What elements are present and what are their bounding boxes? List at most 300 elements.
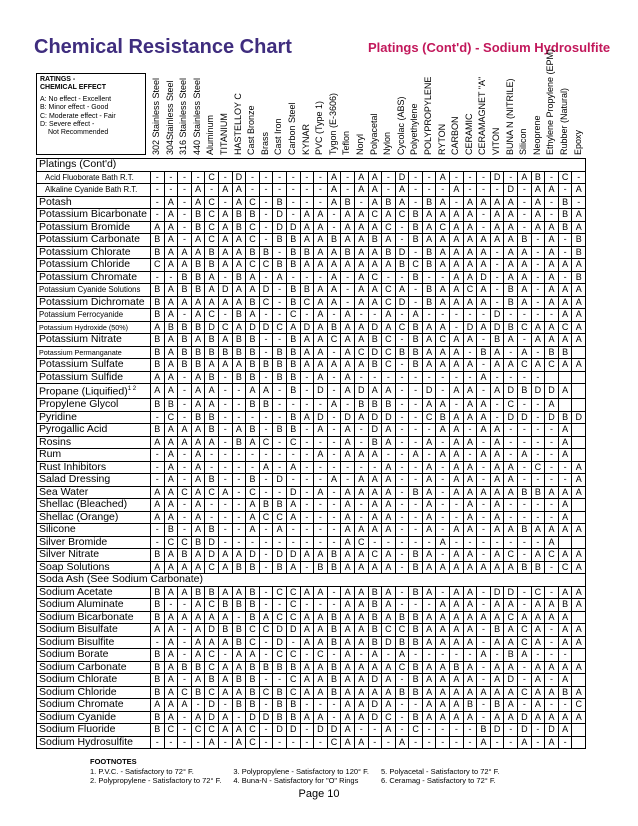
rating-cell: - [422, 724, 436, 737]
rating-cell: A [191, 561, 205, 574]
rating-cell: A [354, 334, 368, 347]
rating-cell: B [368, 586, 382, 599]
rating-cell: A [164, 196, 178, 209]
rating-cell: A [463, 384, 477, 399]
rating-cell: A [300, 636, 314, 649]
rating-cell: - [368, 736, 382, 749]
table-row [37, 486, 586, 499]
rating-cell: A [504, 461, 518, 474]
column-header [259, 60, 271, 157]
rating-cell: B [232, 636, 246, 649]
rating-cell: - [178, 209, 192, 222]
rating-cell: - [286, 209, 300, 222]
rating-cell: A [558, 711, 572, 724]
rating-cell: - [518, 474, 532, 487]
rating-cell: D [504, 586, 518, 599]
rating-cell: - [395, 399, 409, 412]
rating-cell: A [164, 259, 178, 272]
rating-cell: - [205, 461, 219, 474]
row-label: Sodium Hydrosulfite [37, 736, 151, 749]
rating-cell: - [477, 436, 491, 449]
rating-cell: D [382, 636, 396, 649]
rating-cell: - [327, 536, 341, 549]
rating-cell: A [395, 196, 409, 209]
rating-cell: A [545, 711, 559, 724]
table-row [37, 736, 586, 749]
rating-cell: C [531, 586, 545, 599]
rating-cell: A [477, 246, 491, 259]
rating-cell: B [246, 674, 260, 687]
rating-cell: B [151, 309, 165, 322]
rating-cell: A [422, 524, 436, 537]
rating-cell: B [191, 411, 205, 424]
rating-cell: A [490, 461, 504, 474]
rating-cell: - [531, 649, 545, 662]
rating-cell: B [286, 296, 300, 309]
rating-cell: C [205, 686, 219, 699]
rating-cell: A [314, 624, 328, 637]
rating-cell: A [477, 371, 491, 384]
rating-cell: D [477, 271, 491, 284]
rating-cell: B [327, 686, 341, 699]
legend-title: RATINGS - [40, 76, 76, 83]
rating-cell: B [382, 399, 396, 412]
rating-cell: B [205, 424, 219, 437]
rating-cell: B [504, 649, 518, 662]
column-header [490, 60, 502, 157]
rating-cell: A [572, 221, 586, 234]
rating-cell: B [368, 436, 382, 449]
rating-cell: A [422, 561, 436, 574]
rating-cell: B [246, 246, 260, 259]
rating-cell: - [151, 209, 165, 222]
row-label: Sodium Bisulfate [37, 624, 151, 637]
rating-cell: A [314, 209, 328, 222]
rating-cell: A [218, 209, 232, 222]
rating-cell: C [273, 586, 287, 599]
rating-cell: C [259, 624, 273, 637]
rating-cell: - [409, 284, 423, 297]
rating-cell: - [531, 296, 545, 309]
rating-cell: - [422, 424, 436, 437]
rating-cell: - [463, 449, 477, 462]
rating-cell: - [409, 171, 423, 184]
rating-cell: A [300, 221, 314, 234]
rating-cell [572, 371, 586, 384]
rating-cell: C [436, 334, 450, 347]
rating-cell: B [191, 321, 205, 334]
rating-cell: A [531, 686, 545, 699]
rating-cell: - [205, 499, 219, 512]
rating-cell: A [531, 661, 545, 674]
rating-cell: A [531, 196, 545, 209]
rating-cell: D [368, 346, 382, 359]
rating-cell: B [327, 624, 341, 637]
rating-cell: - [504, 346, 518, 359]
rating-cell: A [164, 661, 178, 674]
rating-cell: B [191, 661, 205, 674]
rating-cell: A [218, 686, 232, 699]
column-header [354, 60, 366, 157]
rating-cell: B [151, 334, 165, 347]
rating-cell: - [273, 599, 287, 612]
rating-cell: B [368, 359, 382, 372]
rating-cell: B [409, 686, 423, 699]
rating-cell: C [151, 259, 165, 272]
rating-cell: A [572, 561, 586, 574]
rating-cell: B [395, 636, 409, 649]
rating-cell: B [422, 284, 436, 297]
rating-cell: - [218, 399, 232, 412]
rating-cell: B [178, 549, 192, 562]
rating-cell: - [259, 184, 273, 197]
rating-cell: - [395, 411, 409, 424]
rating-cell: A [518, 296, 532, 309]
rating-cell: - [409, 511, 423, 524]
rating-cell: - [259, 724, 273, 737]
rating-cell: - [218, 171, 232, 184]
rating-cell: D [490, 586, 504, 599]
rating-cell: A [341, 561, 355, 574]
rating-cell: A [368, 486, 382, 499]
table-row [37, 699, 586, 712]
rating-cell: C [300, 296, 314, 309]
column-header [177, 60, 189, 157]
rating-cell: A [341, 736, 355, 749]
rating-cell: - [232, 711, 246, 724]
table-row [37, 399, 586, 412]
rating-cell: - [436, 511, 450, 524]
column-header-label: Brass [259, 131, 270, 155]
rating-cell: - [463, 649, 477, 662]
rating-cell: A [232, 359, 246, 372]
rating-cell: A [368, 284, 382, 297]
rating-cell: A [395, 736, 409, 749]
rating-cell: C [259, 436, 273, 449]
rating-cell: B [151, 234, 165, 247]
rating-cell: A [558, 296, 572, 309]
rating-cell: A [191, 399, 205, 412]
rating-cell: A [151, 499, 165, 512]
rating-cell: - [490, 399, 504, 412]
rating-cell: B [151, 424, 165, 437]
rating-cell: A [490, 561, 504, 574]
rating-cell: A [191, 599, 205, 612]
rating-cell: - [151, 184, 165, 197]
rating-cell: A [314, 449, 328, 462]
rating-cell: - [286, 171, 300, 184]
rating-cell: - [300, 309, 314, 322]
rating-cell: - [341, 284, 355, 297]
rating-cell: D [314, 724, 328, 737]
rating-cell: - [409, 461, 423, 474]
rating-cell: A [341, 624, 355, 637]
rating-cell: B [422, 196, 436, 209]
rating-cell: A [477, 449, 491, 462]
rating-cell: B [232, 209, 246, 222]
rating-cell: - [286, 449, 300, 462]
rating-cell: - [273, 334, 287, 347]
rating-cell: - [531, 536, 545, 549]
rating-cell: A [382, 424, 396, 437]
rating-cell: A [477, 649, 491, 662]
rating-cell: A [191, 649, 205, 662]
column-header [381, 60, 393, 157]
rating-cell: - [218, 424, 232, 437]
rating-cell: - [218, 384, 232, 399]
rating-cell: B [232, 699, 246, 712]
rating-cell: B [191, 346, 205, 359]
rating-cell: A [572, 474, 586, 487]
rating-cell: C [205, 196, 219, 209]
rating-cell: A [436, 686, 450, 699]
rating-cell: - [178, 449, 192, 462]
rating-cell: A [450, 284, 464, 297]
table-row [37, 246, 586, 259]
rating-cell: - [518, 499, 532, 512]
rating-cell: C [246, 221, 260, 234]
rating-cell: A [531, 549, 545, 562]
rating-cell: C [382, 334, 396, 347]
row-label: Sodium Bicarbonate [37, 611, 151, 624]
rating-cell: A [463, 624, 477, 637]
rating-cell: A [341, 384, 355, 399]
rating-cell: - [273, 184, 287, 197]
rating-cell: A [178, 424, 192, 437]
rating-cell: A [164, 699, 178, 712]
rating-cell: B [273, 359, 287, 372]
rating-cell: A [545, 284, 559, 297]
rating-cell: A [436, 399, 450, 412]
rating-cell: B [246, 296, 260, 309]
rating-cell: - [273, 436, 287, 449]
rating-cell: A [477, 686, 491, 699]
rating-cell: - [395, 384, 409, 399]
rating-cell: - [450, 321, 464, 334]
row-label: Sodium Aluminate [37, 599, 151, 612]
rating-cell: - [436, 309, 450, 322]
rating-cell: - [327, 699, 341, 712]
rating-cell: - [259, 599, 273, 612]
rating-cell: A [300, 674, 314, 687]
rating-cell: B [463, 699, 477, 712]
column-header-label: CERAMIC [463, 113, 474, 155]
rating-cell: A [341, 524, 355, 537]
rating-cell: - [531, 474, 545, 487]
rating-cell: - [218, 309, 232, 322]
table-row [37, 184, 586, 197]
rating-cell: A [300, 549, 314, 562]
rating-cell: A [436, 196, 450, 209]
rating-cell: B [273, 499, 287, 512]
rating-cell: B [314, 561, 328, 574]
row-label: Sodium Cyanide [37, 711, 151, 724]
rating-cell: A [164, 449, 178, 462]
rating-cell: D [395, 246, 409, 259]
rating-cell: A [422, 499, 436, 512]
rating-cell: A [490, 686, 504, 699]
rating-cell: B [327, 234, 341, 247]
rating-cell: A [531, 221, 545, 234]
rating-cell: B [300, 284, 314, 297]
rating-cell: D [504, 411, 518, 424]
rating-cell: - [327, 649, 341, 662]
rating-cell: B [246, 334, 260, 347]
footnote: 5. Polyacetal - Satisfactory to 72° F. [380, 766, 500, 776]
rating-cell: C [246, 486, 260, 499]
rating-cell [572, 449, 586, 462]
rating-cell: A [545, 296, 559, 309]
rating-cell: C [164, 411, 178, 424]
rating-cell: A [259, 384, 273, 399]
rating-cell: - [286, 184, 300, 197]
rating-cell: A [300, 209, 314, 222]
rating-cell: A [558, 486, 572, 499]
rating-cell: A [191, 436, 205, 449]
rating-cell: A [205, 736, 219, 749]
rating-cell: - [436, 586, 450, 599]
rating-cell: A [191, 624, 205, 637]
rating-cell: C [518, 686, 532, 699]
rating-cell: A [300, 259, 314, 272]
rating-cell: - [341, 474, 355, 487]
table-row [37, 561, 586, 574]
rating-cell: A [545, 736, 559, 749]
rating-cell: A [191, 636, 205, 649]
rating-cell: C [314, 649, 328, 662]
rating-cell: A [436, 599, 450, 612]
rating-cell: - [545, 196, 559, 209]
rating-cell: A [218, 486, 232, 499]
rating-cell: B [504, 296, 518, 309]
rating-cell: A [341, 259, 355, 272]
rating-cell: B [518, 561, 532, 574]
rating-cell: - [259, 196, 273, 209]
row-label: Sodium Borate [37, 649, 151, 662]
rating-cell: - [246, 184, 260, 197]
rating-cell: - [504, 171, 518, 184]
rating-cell: A [191, 309, 205, 322]
rating-cell: - [572, 196, 586, 209]
rating-cell: - [395, 524, 409, 537]
footnote-ref: 1 2 [127, 386, 137, 392]
table-row [37, 371, 586, 384]
rating-cell: D [314, 411, 328, 424]
rating-cell: - [327, 436, 341, 449]
rating-cell: B [259, 399, 273, 412]
rating-cell: B [300, 246, 314, 259]
rating-cell: - [191, 736, 205, 749]
row-label: Rosins [37, 436, 151, 449]
rating-cell: A [422, 661, 436, 674]
rating-cell: C [273, 321, 287, 334]
rating-cell: A [354, 711, 368, 724]
rating-cell [572, 346, 586, 359]
rating-cell: A [314, 661, 328, 674]
rating-cell: B [259, 359, 273, 372]
rating-cell: A [382, 309, 396, 322]
rating-cell: - [531, 411, 545, 424]
rating-cell: D [259, 321, 273, 334]
rating-cell: - [558, 461, 572, 474]
rating-cell: A [436, 284, 450, 297]
rating-cell: A [164, 636, 178, 649]
rating-cell: - [259, 371, 273, 384]
rating-cell: A [314, 359, 328, 372]
ratings-legend [36, 73, 146, 155]
rating-cell: B [395, 346, 409, 359]
rating-cell: B [205, 371, 219, 384]
column-header-label: Cast Bronze [246, 105, 257, 155]
rating-cell: A [354, 561, 368, 574]
rating-cell: C [191, 724, 205, 737]
rating-cell: - [382, 184, 396, 197]
rating-cell: B [327, 321, 341, 334]
rating-cell: A [477, 486, 491, 499]
rating-cell: A [205, 296, 219, 309]
rating-cell: - [463, 536, 477, 549]
rating-cell: - [395, 359, 409, 372]
rating-cell: D [205, 549, 219, 562]
rating-cell: A [450, 561, 464, 574]
rating-cell: - [450, 724, 464, 737]
rating-cell: - [477, 674, 491, 687]
rating-cell: - [300, 171, 314, 184]
rating-cell: A [341, 586, 355, 599]
rating-cell: - [477, 499, 491, 512]
rating-cell: A [436, 234, 450, 247]
rating-cell: - [232, 611, 246, 624]
rating-cell: - [450, 536, 464, 549]
rating-cell: A [436, 246, 450, 259]
rating-cell: - [518, 586, 532, 599]
row-label: Soap Solutions [37, 561, 151, 574]
rating-cell: B [558, 686, 572, 699]
rating-cell: - [273, 284, 287, 297]
rating-cell: A [151, 624, 165, 637]
rating-cell: - [436, 371, 450, 384]
rating-cell: B [151, 649, 165, 662]
rating-cell: - [368, 536, 382, 549]
rating-cell: - [422, 449, 436, 462]
rating-cell: A [531, 599, 545, 612]
rating-cell: A [354, 611, 368, 624]
rating-cell: A [463, 511, 477, 524]
rating-cell [572, 399, 586, 412]
rating-cell: B [395, 611, 409, 624]
rating-cell: - [558, 699, 572, 712]
rating-cell: A [354, 246, 368, 259]
row-label: Silicone [37, 524, 151, 537]
rating-cell: A [450, 436, 464, 449]
rating-cell: A [382, 699, 396, 712]
rating-cell: - [300, 649, 314, 662]
column-header [340, 60, 352, 157]
row-label: Alkaline Cyanide Bath R.T. [37, 184, 151, 197]
rating-cell: B [531, 486, 545, 499]
rating-cell: - [545, 499, 559, 512]
rating-cell: A [354, 209, 368, 222]
table-row [37, 271, 586, 284]
table-row [37, 536, 586, 549]
rating-cell: A [368, 246, 382, 259]
rating-cell: A [218, 724, 232, 737]
rating-cell: B [246, 371, 260, 384]
rating-cell: - [273, 399, 287, 412]
column-header-label: Cast Iron [273, 118, 284, 155]
rating-cell: A [368, 474, 382, 487]
rating-cell: A [463, 561, 477, 574]
